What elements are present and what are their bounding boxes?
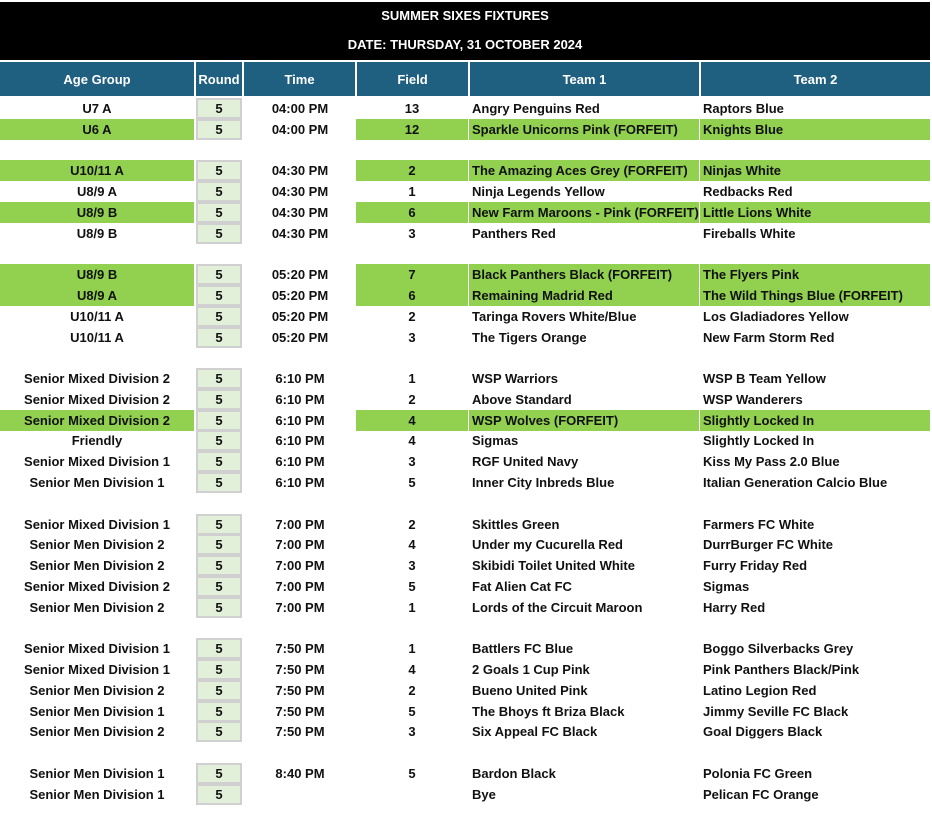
team-1-cell[interactable]: WSP Wolves (FORFEIT)	[469, 410, 699, 431]
round-cell[interactable]: 5	[196, 680, 242, 701]
header-team-2[interactable]: Team 2	[701, 62, 930, 96]
time-cell[interactable]: 6:10 PM	[275, 413, 325, 428]
table-row	[0, 202, 932, 223]
team-1-cell[interactable]: Angry Penguins Red	[472, 101, 600, 116]
team-2-cell[interactable]: The Wild Things Blue (FORFEIT)	[700, 285, 930, 306]
time-cell[interactable]: 7:00 PM	[275, 600, 325, 615]
table-row	[0, 721, 932, 742]
field-cell[interactable]: 5	[408, 579, 416, 594]
field-cell[interactable]: 5	[408, 475, 416, 490]
field-cell[interactable]: 5	[408, 704, 416, 719]
table-row	[0, 119, 932, 140]
age-group-cell[interactable]: Senior Mixed Division 2	[24, 579, 170, 594]
header-team-1[interactable]: Team 1	[470, 62, 699, 96]
header-field[interactable]: Field	[357, 62, 468, 96]
team-2-cell[interactable]: New Farm Storm Red	[703, 330, 835, 345]
round-cell[interactable]: 5	[196, 597, 242, 618]
team-2-cell[interactable]: Slightly Locked In	[703, 433, 815, 448]
team-1-cell[interactable]: Six Appeal FC Black	[472, 724, 598, 739]
age-group-cell[interactable]: U10/11 A	[70, 309, 124, 324]
team-1-cell[interactable]: RGF United Navy	[472, 454, 579, 469]
age-group-cell[interactable]: U10/11 A	[70, 330, 124, 345]
time-cell[interactable]	[244, 784, 356, 805]
age-group-cell[interactable]: Senior Men Division 1	[29, 787, 165, 802]
table-row	[0, 472, 932, 493]
age-group-cell[interactable]: Senior Men Division 1	[29, 766, 165, 781]
time-cell[interactable]: 04:30 PM	[271, 184, 329, 199]
age-group-cell[interactable]: Senior Men Division 1	[29, 704, 165, 719]
table-row	[0, 534, 932, 555]
round-cell[interactable]: 5	[196, 659, 242, 680]
table-row	[0, 638, 932, 659]
round-cell[interactable]: 5	[196, 181, 242, 202]
field-cell[interactable]: 1	[408, 641, 416, 656]
round-cell[interactable]: 5	[196, 223, 242, 244]
team-1-cell[interactable]: Under my Cucurella Red	[472, 537, 623, 552]
team-2-cell[interactable]: Redbacks Red	[703, 184, 793, 199]
age-group-cell[interactable]: Senior Mixed Division 2	[0, 410, 194, 431]
age-group-cell[interactable]: Senior Mixed Division 2	[24, 392, 170, 407]
header-time[interactable]: Time	[244, 62, 355, 96]
title-bar	[0, 2, 930, 60]
field-cell[interactable]: 6	[356, 285, 468, 306]
age-group-cell[interactable]: U8/9 B	[0, 202, 194, 223]
team-1-cell[interactable]: The Tigers Orange	[472, 330, 587, 345]
field-cell[interactable]	[356, 784, 468, 805]
time-cell[interactable]: 7:50 PM	[275, 704, 325, 719]
age-group-cell[interactable]: Senior Men Division 2	[29, 600, 165, 615]
time-cell[interactable]: 05:20 PM	[271, 267, 329, 282]
age-group-cell[interactable]: Senior Mixed Division 1	[24, 454, 170, 469]
round-cell[interactable]: 5	[196, 763, 242, 784]
team-1-cell[interactable]: Skittles Green	[472, 517, 560, 532]
sheet-date: DATE: THURSDAY, 31 OCTOBER 2024	[347, 37, 583, 52]
time-cell[interactable]: 04:30 PM	[271, 163, 329, 178]
age-group-cell[interactable]: U8/9 A	[77, 184, 117, 199]
field-cell[interactable]: 1	[408, 371, 416, 386]
round-cell[interactable]: 5	[196, 202, 242, 223]
time-cell[interactable]: 7:50 PM	[275, 641, 325, 656]
team-1-cell[interactable]: Above Standard	[472, 392, 572, 407]
field-cell[interactable]: 4	[408, 662, 416, 677]
round-cell[interactable]: 5	[196, 410, 242, 431]
time-cell[interactable]: 7:00 PM	[275, 558, 325, 573]
team-2-cell[interactable]: Italian Generation Calcio Blue	[703, 475, 888, 490]
team-1-cell[interactable]: The Amazing Aces Grey (FORFEIT)	[469, 160, 699, 181]
field-cell[interactable]: 3	[408, 558, 416, 573]
time-cell[interactable]: 7:50 PM	[275, 683, 325, 698]
round-cell[interactable]: 5	[196, 430, 242, 451]
age-group-cell[interactable]: U8/9 B	[76, 226, 118, 241]
round-cell[interactable]: 5	[196, 285, 242, 306]
time-cell[interactable]: 7:00 PM	[275, 579, 325, 594]
age-group-cell[interactable]: U8/9 A	[0, 285, 194, 306]
table-row	[0, 368, 932, 389]
round-cell[interactable]: 5	[196, 451, 242, 472]
table-row	[0, 160, 932, 181]
team-2-cell[interactable]: Little Lions White	[700, 202, 930, 223]
age-group-cell[interactable]: Senior Men Division 2	[29, 558, 165, 573]
team-2-cell[interactable]: Raptors Blue	[703, 101, 784, 116]
round-cell[interactable]: 5	[196, 555, 242, 576]
round-cell[interactable]: 5	[196, 389, 242, 410]
team-1-cell[interactable]: Fat Alien Cat FC	[472, 579, 572, 594]
round-cell[interactable]: 5	[196, 534, 242, 555]
team-2-cell[interactable]: Latino Legion Red	[703, 683, 817, 698]
round-cell[interactable]: 5	[196, 368, 242, 389]
team-2-cell[interactable]: Slightly Locked In	[700, 410, 930, 431]
time-cell[interactable]: 7:00 PM	[275, 517, 325, 532]
team-1-cell[interactable]: The Bhoys ft Briza Black	[472, 704, 625, 719]
table-row	[0, 430, 932, 451]
team-2-cell[interactable]: Fireballs White	[703, 226, 796, 241]
age-group-cell[interactable]: U7 A	[82, 101, 112, 116]
time-cell[interactable]: 8:40 PM	[275, 766, 325, 781]
time-cell[interactable]: 6:10 PM	[275, 371, 325, 386]
field-cell[interactable]: 7	[356, 264, 468, 285]
table-row	[0, 784, 932, 805]
team-2-cell[interactable]: Farmers FC White	[703, 517, 815, 532]
table-row	[0, 264, 932, 285]
team-2-cell[interactable]: Pink Panthers Black/Pink	[703, 662, 860, 677]
age-group-cell[interactable]: U6 A	[0, 119, 194, 140]
team-1-cell[interactable]: WSP Warriors	[472, 371, 558, 386]
field-cell[interactable]: 2	[408, 683, 416, 698]
age-group-cell[interactable]: Senior Mixed Division 1	[24, 662, 170, 677]
team-1-cell[interactable]: 2 Goals 1 Cup Pink	[472, 662, 590, 677]
field-cell[interactable]: 1	[408, 184, 416, 199]
table-row	[0, 181, 932, 202]
round-cell[interactable]: 5	[196, 264, 242, 285]
field-cell[interactable]: 1	[408, 600, 416, 615]
table-row	[0, 389, 932, 410]
table-row	[0, 306, 932, 327]
team-2-cell[interactable]: The Flyers Pink	[700, 264, 930, 285]
team-1-cell[interactable]: Lords of the Circuit Maroon	[472, 600, 643, 615]
table-row	[0, 327, 932, 348]
round-cell[interactable]: 5	[196, 306, 242, 327]
team-1-cell[interactable]: New Farm Maroons - Pink (FORFEIT)	[469, 202, 699, 223]
table-row	[0, 223, 932, 244]
time-cell[interactable]: 7:00 PM	[275, 537, 325, 552]
round-cell[interactable]: 5	[196, 701, 242, 722]
table-row	[0, 597, 932, 618]
field-cell[interactable]: 4	[356, 410, 468, 431]
age-group-cell[interactable]: U10/11 A	[0, 160, 194, 181]
team-1-cell[interactable]: Bueno United Pink	[472, 683, 588, 698]
age-group-cell[interactable]: Senior Men Division 2	[29, 724, 165, 739]
table-row	[0, 659, 932, 680]
field-cell[interactable]: 2	[408, 392, 416, 407]
time-cell[interactable]: 05:20 PM	[271, 330, 329, 345]
age-group-cell[interactable]: Senior Mixed Division 1	[24, 517, 170, 532]
round-cell[interactable]: 5	[196, 638, 242, 659]
team-2-cell[interactable]: Los Gladiadores Yellow	[703, 309, 849, 324]
table-row	[0, 514, 932, 535]
field-cell[interactable]: 3	[408, 724, 416, 739]
age-group-cell[interactable]: Senior Mixed Division 2	[24, 371, 170, 386]
team-2-cell[interactable]: Knights Blue	[700, 119, 930, 140]
field-cell[interactable]: 13	[404, 101, 420, 116]
team-1-cell[interactable]: Battlers FC Blue	[472, 641, 574, 656]
team-1-cell[interactable]: Sparkle Unicorns Pink (FORFEIT)	[469, 119, 699, 140]
table-row	[0, 555, 932, 576]
team-1-cell[interactable]: Panthers Red	[472, 226, 556, 241]
team-2-cell[interactable]: Jimmy Seville FC Black	[703, 704, 849, 719]
table-row	[0, 763, 932, 784]
team-1-cell[interactable]: Inner City Inbreds Blue	[472, 475, 615, 490]
header-age-group[interactable]: Age Group	[0, 62, 194, 96]
header-round[interactable]: Round	[196, 62, 242, 96]
age-group-cell[interactable]: U8/9 B	[0, 264, 194, 285]
age-group-cell[interactable]: Senior Mixed Division 1	[24, 641, 170, 656]
sheet-title: SUMMER SIXES FIXTURES	[381, 8, 549, 23]
time-cell[interactable]: 04:00 PM	[271, 101, 329, 116]
field-cell[interactable]: 12	[356, 119, 468, 140]
team-2-cell[interactable]: Boggo Silverbacks Grey	[703, 641, 854, 656]
team-2-cell[interactable]: Goal Diggers Black	[703, 724, 823, 739]
team-2-cell[interactable]: Kiss My Pass 2.0 Blue	[703, 454, 840, 469]
time-cell[interactable]: 04:00 PM	[271, 122, 329, 137]
team-1-cell[interactable]: Bye	[472, 787, 496, 802]
time-cell[interactable]: 6:10 PM	[275, 433, 325, 448]
team-2-cell[interactable]: Sigmas	[703, 579, 750, 594]
table-row	[0, 98, 932, 119]
round-cell[interactable]: 5	[196, 119, 242, 140]
team-1-cell[interactable]: Black Panthers Black (FORFEIT)	[469, 264, 699, 285]
team-1-cell[interactable]: Bardon Black	[472, 766, 556, 781]
table-row	[0, 680, 932, 701]
team-2-cell[interactable]: Pelican FC Orange	[703, 787, 819, 802]
field-cell[interactable]: 3	[408, 226, 416, 241]
time-cell[interactable]: 05:20 PM	[271, 288, 329, 303]
time-cell[interactable]: 04:30 PM	[271, 226, 329, 241]
time-cell[interactable]: 6:10 PM	[275, 392, 325, 407]
round-cell[interactable]: 5	[196, 160, 242, 181]
team-2-cell[interactable]: DurrBurger FC White	[703, 537, 833, 552]
team-2-cell[interactable]: Harry Red	[703, 600, 766, 615]
field-cell[interactable]: 3	[408, 330, 416, 345]
table-row	[0, 576, 932, 597]
time-cell[interactable]: 04:30 PM	[271, 205, 329, 220]
table-row	[0, 701, 932, 722]
table-row	[0, 285, 932, 306]
age-group-cell[interactable]: Senior Men Division 1	[29, 475, 165, 490]
team-2-cell[interactable]: Polonia FC Green	[703, 766, 813, 781]
time-cell[interactable]: 05:20 PM	[271, 309, 329, 324]
time-cell[interactable]: 7:50 PM	[275, 724, 325, 739]
round-cell[interactable]: 5	[196, 98, 242, 119]
age-group-cell[interactable]: Senior Men Division 2	[29, 537, 165, 552]
field-cell[interactable]: 5	[408, 766, 416, 781]
age-group-cell[interactable]: Senior Men Division 2	[29, 683, 165, 698]
team-1-cell[interactable]: Skibidi Toilet United White	[472, 558, 635, 573]
team-1-cell[interactable]: Sigmas	[472, 433, 519, 448]
table-row	[0, 410, 932, 431]
team-1-cell[interactable]: Remaining Madrid Red	[469, 285, 699, 306]
round-cell[interactable]: 5	[196, 721, 242, 742]
team-2-cell[interactable]: WSP Wanderers	[703, 392, 803, 407]
time-cell[interactable]: 6:10 PM	[275, 475, 325, 490]
field-cell[interactable]: 4	[408, 433, 416, 448]
round-cell[interactable]: 5	[196, 514, 242, 535]
team-2-cell[interactable]: WSP B Team Yellow	[703, 371, 826, 386]
team-1-cell[interactable]: Ninja Legends Yellow	[472, 184, 605, 199]
team-2-cell[interactable]: Furry Friday Red	[703, 558, 808, 573]
field-cell[interactable]: 3	[408, 454, 416, 469]
round-cell[interactable]: 5	[196, 576, 242, 597]
field-cell[interactable]: 2	[356, 160, 468, 181]
field-cell[interactable]: 6	[356, 202, 468, 223]
round-cell[interactable]: 5	[196, 784, 242, 805]
field-cell[interactable]: 4	[408, 537, 416, 552]
field-cell[interactable]: 2	[408, 517, 416, 532]
field-cell[interactable]: 2	[408, 309, 416, 324]
round-cell[interactable]: 5	[196, 472, 242, 493]
team-1-cell[interactable]: Taringa Rovers White/Blue	[472, 309, 637, 324]
team-2-cell[interactable]: Ninjas White	[700, 160, 930, 181]
table-row	[0, 451, 932, 472]
time-cell[interactable]: 7:50 PM	[275, 662, 325, 677]
round-cell[interactable]: 5	[196, 327, 242, 348]
age-group-cell[interactable]: Friendly	[71, 433, 123, 448]
time-cell[interactable]: 6:10 PM	[275, 454, 325, 469]
